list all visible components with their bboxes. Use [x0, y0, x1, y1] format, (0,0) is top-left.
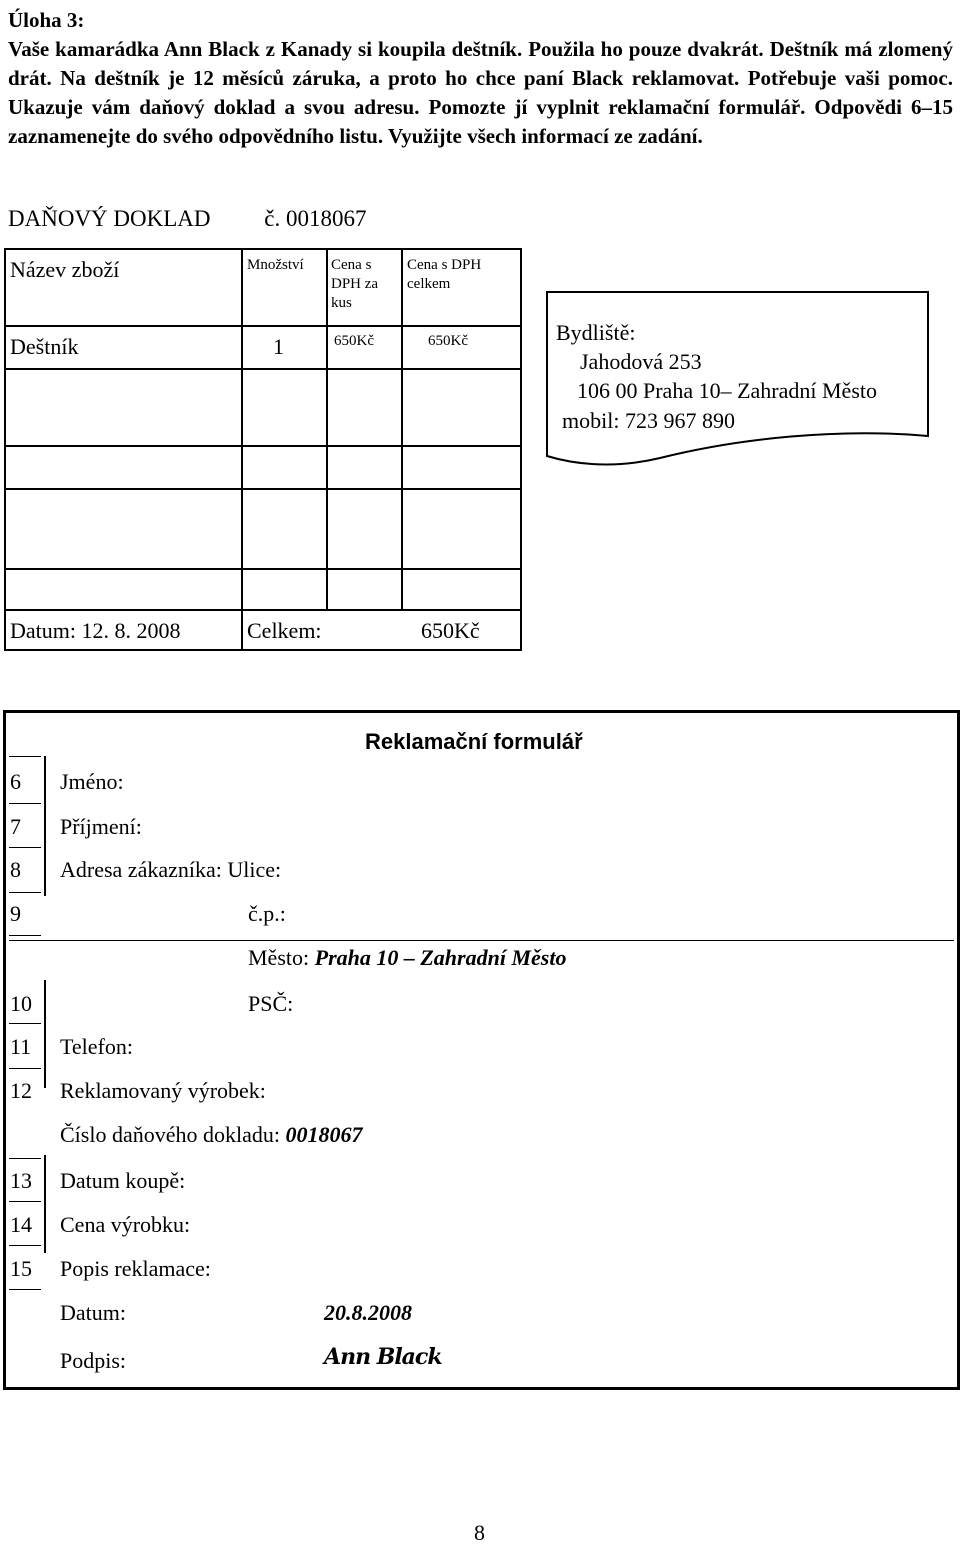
receipt-col-line — [326, 248, 328, 609]
receipt-row-line — [4, 325, 522, 327]
address-street: Jahodová 253 — [580, 349, 702, 374]
address-label: Bydliště: — [556, 320, 636, 345]
form-title: Reklamační formulář — [365, 729, 583, 754]
receipt-row-line — [4, 568, 522, 570]
form-line — [9, 935, 41, 936]
signature: Ann Black — [324, 1344, 442, 1370]
row-num-9: 9 — [10, 901, 21, 926]
row-num-10: 10 — [10, 991, 32, 1016]
row-unit-price: 650Kč — [334, 333, 374, 349]
header-qty: Množství — [247, 257, 304, 273]
field-datum-koupe: Datum koupě: — [60, 1168, 186, 1193]
form-col-line — [44, 1155, 46, 1253]
row-num-11: 11 — [10, 1034, 32, 1059]
receipt-row-line — [4, 445, 522, 447]
receipt-border-left — [4, 248, 6, 651]
form-line — [9, 1023, 41, 1024]
field-datum-label: Datum: — [60, 1300, 126, 1325]
field-cislo-dokladu-label: Číslo daňového dokladu: — [60, 1122, 280, 1147]
row-num-12: 12 — [10, 1078, 32, 1103]
receipt-total-value: 650Kč — [421, 618, 480, 643]
task-body: Vaše kamarádka Ann Black z Kanady si koupila deštník. Použila ho pouze dvakrát. Deštník má zlomený drát. Na deštník je 12 měsíců záruka, a proto ho chce paní Black reklamovat. Potřebuje vaši pomoc. Ukazuje vám daňový doklad a svou adresu. Pomozte jí vyplnit reklamační formulář. Odpovědi 6–15 zaznamenejte do svého odpovědního listu. Využijte všech informací ze zadání. — [8, 37, 953, 148]
address-phone: mobil: 723 967 890 — [562, 408, 735, 433]
field-ulice: Adresa zákazníka: Ulice: — [60, 857, 282, 882]
header-total-price: Cena s DPH celkem — [407, 257, 482, 292]
receipt-title — [8, 206, 366, 232]
receipt-row-line — [4, 488, 522, 490]
field-telefon: Telefon: — [60, 1034, 133, 1059]
receipt-border-top — [4, 248, 522, 250]
receipt-title-label: DAŇOVÝ DOKLAD — [8, 206, 211, 231]
row-num-15: 15 — [10, 1256, 32, 1281]
header-name: Název zboží — [10, 257, 120, 282]
form-line — [9, 1068, 41, 1069]
field-vyrobek: Reklamovaný výrobek: — [60, 1078, 266, 1103]
row-qty: 1 — [273, 334, 284, 359]
form-line — [9, 1245, 41, 1246]
row-num-8: 8 — [10, 857, 21, 882]
field-popis: Popis reklamace: — [60, 1256, 211, 1281]
receipt-date: Datum: 12. 8. 2008 — [10, 618, 181, 643]
row-num-13: 13 — [10, 1168, 32, 1193]
page-number: 8 — [474, 1520, 485, 1545]
form-line — [9, 1201, 41, 1202]
field-cislo-dokladu — [60, 1122, 362, 1148]
row-num-6: 6 — [10, 769, 21, 794]
form-line — [9, 940, 954, 941]
address-city: 106 00 Praha 10– Zahradní Město — [577, 378, 877, 403]
field-jmeno: Jméno: — [60, 769, 124, 794]
address-note — [540, 288, 940, 478]
task-heading: Úloha 3: — [8, 8, 85, 32]
row-name: Deštník — [10, 334, 79, 359]
header-unit-price: Cena s DPH za kus — [331, 257, 379, 311]
form-line — [9, 847, 41, 848]
form-col-line — [44, 980, 46, 1088]
receipt-row-line — [4, 368, 522, 370]
form-line — [9, 1289, 41, 1290]
form-line — [9, 1158, 41, 1159]
form-line — [9, 803, 41, 804]
receipt-border-right — [520, 248, 522, 651]
field-mesto-value: Praha 10 – Zahradní Město — [314, 945, 567, 970]
row-total-price: 650Kč — [428, 333, 468, 349]
receipt-total-label: Celkem: — [247, 618, 322, 643]
receipt-col-line — [241, 248, 243, 651]
receipt-number: č. 0018067 — [264, 206, 367, 231]
form-col-line — [44, 756, 46, 896]
form-line — [9, 756, 41, 757]
receipt-row-line — [4, 609, 522, 611]
receipt-border-bottom — [4, 649, 522, 651]
field-psc: PSČ: — [248, 991, 294, 1016]
field-mesto — [248, 945, 566, 971]
form-frame — [3, 710, 960, 1390]
field-datum-value: 20.8.2008 — [324, 1300, 412, 1325]
field-podpis-label: Podpis: — [60, 1348, 127, 1373]
task-text — [8, 6, 953, 151]
field-cena: Cena výrobku: — [60, 1212, 191, 1237]
field-cislo-dokladu-value: 0018067 — [285, 1122, 363, 1147]
form-line — [9, 892, 41, 893]
field-mesto-label: Město: — [248, 945, 310, 970]
receipt-col-line — [401, 248, 403, 609]
row-num-14: 14 — [10, 1212, 32, 1237]
receipt-table — [4, 248, 522, 651]
field-prijmeni: Příjmení: — [60, 814, 142, 839]
complaint-form — [3, 710, 960, 1390]
field-cp: č.p.: — [248, 901, 286, 926]
row-num-7: 7 — [10, 814, 21, 839]
